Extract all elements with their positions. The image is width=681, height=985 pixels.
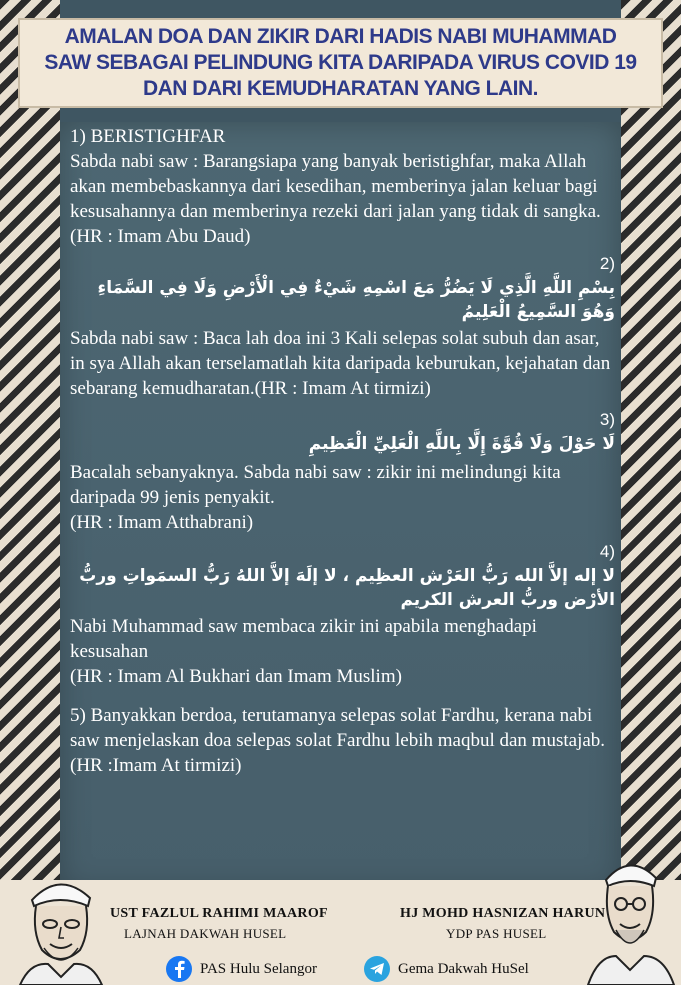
item-5-text: 5) Banyakkan berdoa, terutamanya selepas solat Fardhu, kerana nabi saw menjelaskan doa selepas solat Fardhu lebih maqbul dan mustajab. (HR :Imam At tirmizi): [70, 705, 606, 776]
header-banner: [18, 18, 663, 108]
item-3-arabic: لَا حَوْلَ وَلَا قُوَّةَ إِلَّا بِاللَّهِ الْعَلِيِّ الْعَظِيمِ: [308, 434, 615, 454]
page-title: AMALAN DOA DAN ZIKIR DARI HADIS NABI MUHAMMAD SAW SEBAGAI PELINDUNG KITA DARIPADA VIRUS COVID 19 DAN DARI KEMUDHARATAN YANG LAIN.: [44, 25, 637, 100]
right-stripe-border: [621, 0, 681, 985]
item-3-source: (HR : Imam Atthabrani): [70, 512, 254, 533]
item-4-text: Nabi Muhammad saw membaca zikir ini apabila menghadapi kesusahan: [70, 616, 537, 662]
item-2-number: 2): [599, 254, 615, 273]
telegram-icon: [364, 956, 390, 982]
left-stripe-border: [0, 0, 60, 985]
item-2-arabic: بِسْمِ اللَّهِ الَّذِي لَا يَضُرُّ مَعَ اسْمِهِ شَيْءٌ فِي الْأَرْضِ وَلَا فِي السَّمَاءِ وَهُوَ السَّمِيعُ الْعَلِيمُ: [97, 278, 615, 322]
left-portrait: [10, 872, 110, 985]
facebook-label: PAS Hulu Selangor: [200, 960, 317, 977]
item-3-number: 3): [599, 410, 615, 429]
item-4-source: (HR : Imam Al Bukhari dan Imam Muslim): [70, 666, 402, 687]
item-2-text: Sabda nabi saw : Baca lah doa ini 3 Kali selepas solat subuh dan asar, in sya Allah akan terselamatlah kita daripada keburukan, kejahatan dan sebarang kemudharatan.(HR : Imam At tirmizi): [70, 328, 611, 399]
item-4-number: 4): [599, 542, 615, 561]
telegram-label: Gema Dakwah HuSel: [398, 960, 529, 977]
right-person-role: YDP PAS HUSEL: [446, 926, 547, 941]
item-1-heading: 1) BERISTIGHFAR: [70, 126, 226, 147]
telegram-link[interactable]: [364, 956, 529, 982]
right-person-name: HJ MOHD HASNIZAN HARUN: [400, 906, 606, 921]
facebook-link[interactable]: [166, 956, 317, 982]
content-body: [70, 124, 615, 778]
item-4-arabic: لا إله إلاَّ الله رَبُّ العَرْش العظِيم ، لا إلَهَ إلاَّ اللهُ رَبُّ السمَواتِ وربُّ الأرْض وربُّ العرش الكريم: [79, 566, 615, 610]
item-1-text: Sabda nabi saw : Barangsiapa yang banyak beristighfar, maka Allah akan membebaskannya dari kesedihan, memberinya jalan keluar bagi kesusahannya dan memberinya rezeki dari jalan yang tidak di sangka. (HR : Imam Abu Daud): [70, 151, 601, 247]
facebook-icon: [166, 956, 192, 982]
item-3-text: Bacalah sebanyaknya. Sabda nabi saw : zikir ini melindungi kita daripada 99 jenis penyakit.: [70, 462, 561, 508]
left-person-name: UST FAZLUL RAHIMI MAAROF: [110, 906, 328, 921]
left-person-role: LAJNAH DAKWAH HUSEL: [124, 926, 287, 941]
